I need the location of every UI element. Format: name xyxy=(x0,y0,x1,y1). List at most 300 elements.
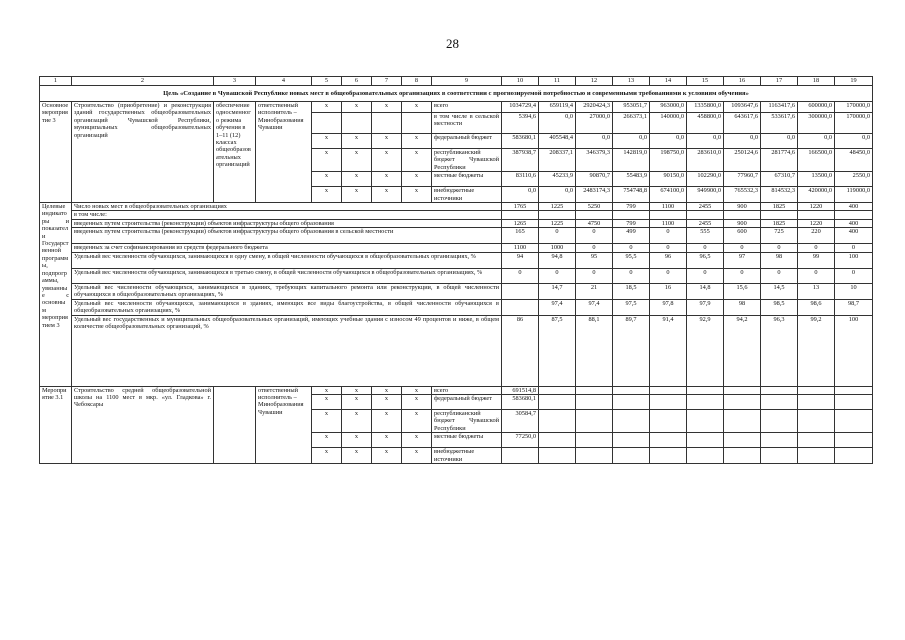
measure3-name: Строительство (приобретение) и реконструкция зданий государственных общеобразовательных организаций Чувашской Республики, муниципальных общеобразовательных организаций xyxy=(72,102,214,203)
measure31-row xyxy=(40,386,873,394)
code-cell: x xyxy=(312,187,342,203)
value-cell xyxy=(613,386,650,394)
value-cell: 166500,0 xyxy=(798,149,835,172)
measure31-executor: ответственный исполнитель – Минобразования Чувашии xyxy=(256,386,312,463)
column-number: 8 xyxy=(402,77,432,86)
indicator-row xyxy=(40,244,873,252)
value-cell: 814532,3 xyxy=(761,187,798,203)
value-cell: 142819,0 xyxy=(613,149,650,172)
value-cell: 45233,9 xyxy=(539,172,576,187)
indicator-value: 165 xyxy=(502,228,539,244)
value-cell xyxy=(835,448,873,464)
funding-source: федеральный бюджет xyxy=(432,395,502,410)
funding-source: всего xyxy=(432,102,502,113)
indicator-name: Удельный вес численности обучающихся, занимающихся в зданиях, требующих капитального ремонта или реконструкции, в общей численности обучающихся в общеобразовательных организациях, % xyxy=(72,283,502,299)
indicator-value: 0 xyxy=(798,244,835,252)
code-cell: x xyxy=(402,134,432,149)
value-cell: 67310,7 xyxy=(761,172,798,187)
value-cell xyxy=(650,395,687,410)
measure31-label: Мероприятие 3.1 xyxy=(40,386,72,463)
column-number: 12 xyxy=(576,77,613,86)
indicator-value: 0 xyxy=(576,228,613,244)
column-number: 13 xyxy=(613,77,650,86)
code-cell: x xyxy=(402,410,432,433)
code-cell: x xyxy=(402,395,432,410)
value-cell: 420000,0 xyxy=(798,187,835,203)
indicator-value: 87,5 xyxy=(539,315,576,386)
indicator-value xyxy=(539,211,576,219)
value-cell xyxy=(761,386,798,394)
indicator-value xyxy=(613,211,650,219)
value-cell: 458800,0 xyxy=(687,113,724,134)
indicator-name: Удельный вес численности обучающихся, занимающихся в зданиях, имеющих все виды благоустройства, в общей численности обучающихся в общеобразовательных организациях, % xyxy=(72,299,502,315)
indicator-value: 16 xyxy=(650,283,687,299)
value-cell xyxy=(761,433,798,448)
column-number: 11 xyxy=(539,77,576,86)
indicator-value xyxy=(650,211,687,219)
value-cell xyxy=(724,433,761,448)
value-cell xyxy=(539,448,576,464)
value-cell: 170000,0 xyxy=(835,113,873,134)
code-cell: x xyxy=(402,187,432,203)
code-cell: x xyxy=(372,433,402,448)
value-cell: 140000,0 xyxy=(650,113,687,134)
code-cell xyxy=(372,113,402,134)
indicator-value: 96,3 xyxy=(761,315,798,386)
code-cell: x xyxy=(402,448,432,464)
indicator-value: 0 xyxy=(576,244,613,252)
value-cell xyxy=(798,395,835,410)
indicator-value: 0 xyxy=(650,268,687,283)
value-cell xyxy=(761,410,798,433)
indicator-value: 15,6 xyxy=(724,283,761,299)
code-cell: x xyxy=(372,395,402,410)
column-number: 1 xyxy=(40,77,72,86)
indicator-value: 0 xyxy=(613,244,650,252)
value-cell: 0,0 xyxy=(539,187,576,203)
indicator-value: 0 xyxy=(835,244,873,252)
value-cell: 2920424,3 xyxy=(576,102,613,113)
value-cell: 281774,6 xyxy=(761,149,798,172)
indicator-row xyxy=(40,283,873,299)
code-cell: x xyxy=(372,410,402,433)
indicator-value: 95,5 xyxy=(613,252,650,268)
indicator-value: 21 xyxy=(576,283,613,299)
indicator-value: 18,5 xyxy=(613,283,650,299)
value-cell: 0,0 xyxy=(761,134,798,149)
value-cell: 533617,6 xyxy=(761,113,798,134)
value-cell: 1335800,0 xyxy=(687,102,724,113)
code-cell: x xyxy=(372,149,402,172)
code-cell: x xyxy=(312,149,342,172)
indicator-name: введенных за счет софинансирования из средств федерального бюджета xyxy=(72,244,502,252)
value-cell: 963000,0 xyxy=(650,102,687,113)
value-cell: 90150,0 xyxy=(650,172,687,187)
funding-source: внебюджетные источники xyxy=(432,448,502,464)
value-cell xyxy=(724,386,761,394)
value-cell: 30584,7 xyxy=(502,410,539,433)
indicator-value: 1100 xyxy=(650,203,687,211)
value-cell xyxy=(687,433,724,448)
indicator-value: 220 xyxy=(798,228,835,244)
indicator-value: 400 xyxy=(835,203,873,211)
value-cell: 5394,6 xyxy=(502,113,539,134)
value-cell: 170000,0 xyxy=(835,102,873,113)
column-number: 4 xyxy=(256,77,312,86)
indicator-value: 1225 xyxy=(539,203,576,211)
indicator-value: 900 xyxy=(724,219,761,227)
indicator-row xyxy=(40,252,873,268)
indicator-value: 1100 xyxy=(650,219,687,227)
indicators-label: Целевые индикаторы и показатели Государственной программы, подпрограммы, увязанные с основным мероприятием 3 xyxy=(40,203,72,387)
indicator-value: 98,6 xyxy=(798,299,835,315)
code-cell xyxy=(402,113,432,134)
indicator-value: 100 xyxy=(835,252,873,268)
value-cell: 13500,0 xyxy=(798,172,835,187)
measure31-purpose xyxy=(214,386,256,463)
code-cell: x xyxy=(372,172,402,187)
code-cell: x xyxy=(342,433,372,448)
value-cell: 83110,6 xyxy=(502,172,539,187)
indicator-value: 14,8 xyxy=(687,283,724,299)
indicator-value: 0 xyxy=(798,268,835,283)
value-cell: 198750,0 xyxy=(650,149,687,172)
value-cell xyxy=(650,433,687,448)
indicator-value: 0 xyxy=(687,244,724,252)
value-cell: 0,0 xyxy=(724,134,761,149)
column-number: 18 xyxy=(798,77,835,86)
column-number: 19 xyxy=(835,77,873,86)
indicator-value: 2455 xyxy=(687,203,724,211)
value-cell: 77960,7 xyxy=(724,172,761,187)
value-cell: 1034729,4 xyxy=(502,102,539,113)
code-cell: x xyxy=(312,448,342,464)
column-number: 7 xyxy=(372,77,402,86)
value-cell xyxy=(613,448,650,464)
funding-source: республиканский бюджет Чувашской Республики xyxy=(432,410,502,433)
indicator-name: Удельный вес численности обучающихся, занимающихся в третью смену, в общей численности обучающихся в общеобразовательных организациях, % xyxy=(72,268,502,283)
value-cell: 77250,0 xyxy=(502,433,539,448)
indicator-value: 0 xyxy=(502,268,539,283)
value-cell xyxy=(835,395,873,410)
value-cell: 208337,1 xyxy=(539,149,576,172)
indicator-value: 1225 xyxy=(539,219,576,227)
indicator-value xyxy=(798,211,835,219)
indicator-value: 1825 xyxy=(761,203,798,211)
indicator-row xyxy=(40,211,873,219)
indicator-value: 89,7 xyxy=(613,315,650,386)
column-number: 17 xyxy=(761,77,798,86)
indicator-value: 1825 xyxy=(761,219,798,227)
value-cell xyxy=(539,386,576,394)
value-cell: 583680,1 xyxy=(502,134,539,149)
code-cell: x xyxy=(342,386,372,394)
value-cell: 1163417,6 xyxy=(761,102,798,113)
indicator-value: 97,8 xyxy=(650,299,687,315)
code-cell: x xyxy=(402,172,432,187)
value-cell: 48450,0 xyxy=(835,149,873,172)
code-cell: x xyxy=(402,102,432,113)
value-cell: 102290,0 xyxy=(687,172,724,187)
indicator-value: 100 xyxy=(835,315,873,386)
value-cell: 0,0 xyxy=(687,134,724,149)
indicator-value: 94 xyxy=(502,252,539,268)
indicator-value: 499 xyxy=(613,228,650,244)
value-cell: 691514,8 xyxy=(502,386,539,394)
value-cell xyxy=(502,448,539,464)
value-cell xyxy=(539,395,576,410)
indicator-name: введенных путем строительства (реконструкции) объектов инфраструктуры общего образования в сельской местности xyxy=(72,228,502,244)
value-cell: 346379,3 xyxy=(576,149,613,172)
value-cell: 953051,7 xyxy=(613,102,650,113)
value-cell xyxy=(576,395,613,410)
value-cell: 659119,4 xyxy=(539,102,576,113)
code-cell: x xyxy=(342,172,372,187)
header-row xyxy=(40,77,873,86)
indicator-value: 0 xyxy=(724,244,761,252)
code-cell: x xyxy=(342,102,372,113)
indicator-name: Удельный вес численности обучающихся, занимающихся в одну смену, в общей численности обучающихся в общеобразовательных организациях, % xyxy=(72,252,502,268)
column-number: 6 xyxy=(342,77,372,86)
column-number: 9 xyxy=(432,77,502,86)
funding-source: республиканский бюджет Чувашской Республики xyxy=(432,149,502,172)
indicator-row xyxy=(40,268,873,283)
value-cell: 1093647,6 xyxy=(724,102,761,113)
value-cell xyxy=(761,448,798,464)
indicator-value: 725 xyxy=(761,228,798,244)
value-cell: 27000,0 xyxy=(576,113,613,134)
value-cell xyxy=(539,410,576,433)
indicator-value: 94,8 xyxy=(539,252,576,268)
value-cell xyxy=(576,410,613,433)
value-cell: 2550,0 xyxy=(835,172,873,187)
value-cell: 0,0 xyxy=(613,134,650,149)
indicator-value: 799 xyxy=(613,203,650,211)
indicator-value xyxy=(724,211,761,219)
code-cell: x xyxy=(312,395,342,410)
indicator-value: 14,5 xyxy=(761,283,798,299)
code-cell: x xyxy=(312,134,342,149)
code-cell xyxy=(342,113,372,134)
value-cell xyxy=(576,433,613,448)
code-cell: x xyxy=(312,172,342,187)
indicator-value: 0 xyxy=(687,268,724,283)
indicator-row xyxy=(40,219,873,227)
indicator-value: 0 xyxy=(761,244,798,252)
value-cell xyxy=(835,386,873,394)
indicator-value: 97,5 xyxy=(613,299,650,315)
value-cell: 674100,0 xyxy=(650,187,687,203)
indicator-value: 88,1 xyxy=(576,315,613,386)
value-cell xyxy=(835,410,873,433)
value-cell xyxy=(613,410,650,433)
value-cell: 387938,7 xyxy=(502,149,539,172)
indicator-value: 10 xyxy=(835,283,873,299)
value-cell xyxy=(687,448,724,464)
indicator-value: 94,2 xyxy=(724,315,761,386)
indicator-name: в том числе: xyxy=(72,211,502,219)
goal-text: Цель «Создание в Чувашской Республике новых мест в общеобразовательных организациях в соответствии с прогнозируемой потребностью и современными требованиями к условиям обучения» xyxy=(40,86,873,102)
value-cell: 754748,8 xyxy=(613,187,650,203)
indicator-value: 400 xyxy=(835,219,873,227)
indicator-value: 1765 xyxy=(502,203,539,211)
code-cell: x xyxy=(372,187,402,203)
value-cell: 283610,0 xyxy=(687,149,724,172)
indicator-value: 86 xyxy=(502,315,539,386)
value-cell xyxy=(687,410,724,433)
indicator-name: Число новых мест в общеобразовательных организациях xyxy=(72,203,502,211)
value-cell xyxy=(650,410,687,433)
code-cell: x xyxy=(312,102,342,113)
code-cell: x xyxy=(342,134,372,149)
code-cell: x xyxy=(372,134,402,149)
indicator-value xyxy=(761,211,798,219)
measure3-label: Основное мероприятие 3 xyxy=(40,102,72,203)
indicator-value: 97,4 xyxy=(576,299,613,315)
value-cell xyxy=(687,386,724,394)
indicator-value: 96,5 xyxy=(687,252,724,268)
indicator-value: 2455 xyxy=(687,219,724,227)
indicator-value: 95 xyxy=(576,252,613,268)
value-cell xyxy=(650,386,687,394)
value-cell: 90870,7 xyxy=(576,172,613,187)
indicator-value: 14,7 xyxy=(539,283,576,299)
value-cell: 405548,4 xyxy=(539,134,576,149)
indicator-value: 99,2 xyxy=(798,315,835,386)
value-cell: 55483,9 xyxy=(613,172,650,187)
value-cell: 583680,1 xyxy=(502,395,539,410)
indicator-value: 400 xyxy=(835,228,873,244)
column-number: 15 xyxy=(687,77,724,86)
value-cell: 643617,6 xyxy=(724,113,761,134)
indicator-value xyxy=(687,211,724,219)
indicator-value xyxy=(502,283,539,299)
funding-source: местные бюджеты xyxy=(432,433,502,448)
indicator-value: 0 xyxy=(539,228,576,244)
measure3-executor: ответственный исполнитель – Минобразования Чувашии xyxy=(256,102,312,203)
indicator-value: 13 xyxy=(798,283,835,299)
indicator-row xyxy=(40,299,873,315)
indicator-value: 98 xyxy=(761,252,798,268)
code-cell: x xyxy=(312,433,342,448)
funding-source: внебюджетные источники xyxy=(432,187,502,203)
value-cell: 765532,3 xyxy=(724,187,761,203)
indicator-row xyxy=(40,228,873,244)
value-cell: 0,0 xyxy=(539,113,576,134)
code-cell: x xyxy=(402,433,432,448)
indicator-row xyxy=(40,203,873,211)
indicator-value: 96 xyxy=(650,252,687,268)
code-cell: x xyxy=(372,386,402,394)
indicator-value: 98,5 xyxy=(761,299,798,315)
code-cell: x xyxy=(402,386,432,394)
value-cell: 266373,1 xyxy=(613,113,650,134)
value-cell xyxy=(613,395,650,410)
value-cell xyxy=(613,433,650,448)
indicator-value: 0 xyxy=(650,244,687,252)
value-cell xyxy=(650,448,687,464)
indicator-value: 97,9 xyxy=(687,299,724,315)
indicator-value: 5250 xyxy=(576,203,613,211)
column-number: 2 xyxy=(72,77,214,86)
value-cell xyxy=(761,395,798,410)
indicator-row xyxy=(40,315,873,386)
column-number: 16 xyxy=(724,77,761,86)
code-cell: x xyxy=(372,448,402,464)
value-cell xyxy=(687,395,724,410)
value-cell: 300000,0 xyxy=(798,113,835,134)
indicator-value xyxy=(576,211,613,219)
indicator-value: 91,4 xyxy=(650,315,687,386)
indicator-value: 0 xyxy=(835,268,873,283)
measure31-name: Строительство средней общеобразовательной школы на 1100 мест в мкр. «ул. Гладкова» г. Чебоксары xyxy=(72,386,214,463)
code-cell: x xyxy=(402,149,432,172)
code-cell: x xyxy=(342,395,372,410)
indicator-value: 1265 xyxy=(502,219,539,227)
code-cell xyxy=(312,113,342,134)
code-cell: x xyxy=(342,149,372,172)
value-cell: 119000,0 xyxy=(835,187,873,203)
code-cell: x xyxy=(312,410,342,433)
code-cell: x xyxy=(312,386,342,394)
indicator-value: 0 xyxy=(576,268,613,283)
indicator-value: 99 xyxy=(798,252,835,268)
indicator-name: Удельный вес государственных и муниципальных общеобразовательных организаций, имеющих учебные здания с износом 49 процентов и ниже, в общем количестве общеобразовательных организаций, % xyxy=(72,315,502,386)
value-cell xyxy=(798,410,835,433)
measure3-row xyxy=(40,102,873,113)
indicator-value: 1220 xyxy=(798,219,835,227)
value-cell: 2483174,3 xyxy=(576,187,613,203)
indicator-value: 0 xyxy=(539,268,576,283)
indicator-value: 4750 xyxy=(576,219,613,227)
indicator-value: 0 xyxy=(724,268,761,283)
indicator-value: 0 xyxy=(650,228,687,244)
value-cell: 949900,0 xyxy=(687,187,724,203)
indicator-value: 97,4 xyxy=(539,299,576,315)
value-cell: 250124,6 xyxy=(724,149,761,172)
code-cell: x xyxy=(372,102,402,113)
column-number: 14 xyxy=(650,77,687,86)
indicator-value: 1220 xyxy=(798,203,835,211)
value-cell xyxy=(724,448,761,464)
indicator-value: 1000 xyxy=(539,244,576,252)
value-cell xyxy=(798,386,835,394)
value-cell xyxy=(724,395,761,410)
code-cell: x xyxy=(342,448,372,464)
funding-source: всего xyxy=(432,386,502,394)
funding-source: федеральный бюджет xyxy=(432,134,502,149)
indicator-value: 98 xyxy=(724,299,761,315)
value-cell xyxy=(576,386,613,394)
value-cell xyxy=(724,410,761,433)
indicator-value: 799 xyxy=(613,219,650,227)
measure3-purpose: обеспечение односменного режима обучения в 1–11 (12) классах общеобразовательных организаций xyxy=(214,102,256,203)
indicator-value: 98,7 xyxy=(835,299,873,315)
value-cell xyxy=(835,433,873,448)
funding-source: в том числе в сельской местности xyxy=(432,113,502,134)
page-number: 28 xyxy=(446,36,459,51)
value-cell xyxy=(798,448,835,464)
goal-row xyxy=(40,86,873,102)
indicator-value: 900 xyxy=(724,203,761,211)
value-cell: 0,0 xyxy=(502,187,539,203)
value-cell: 600000,0 xyxy=(798,102,835,113)
funding-source: местные бюджеты xyxy=(432,172,502,187)
value-cell xyxy=(576,448,613,464)
value-cell: 0,0 xyxy=(835,134,873,149)
value-cell xyxy=(539,433,576,448)
value-cell xyxy=(798,433,835,448)
